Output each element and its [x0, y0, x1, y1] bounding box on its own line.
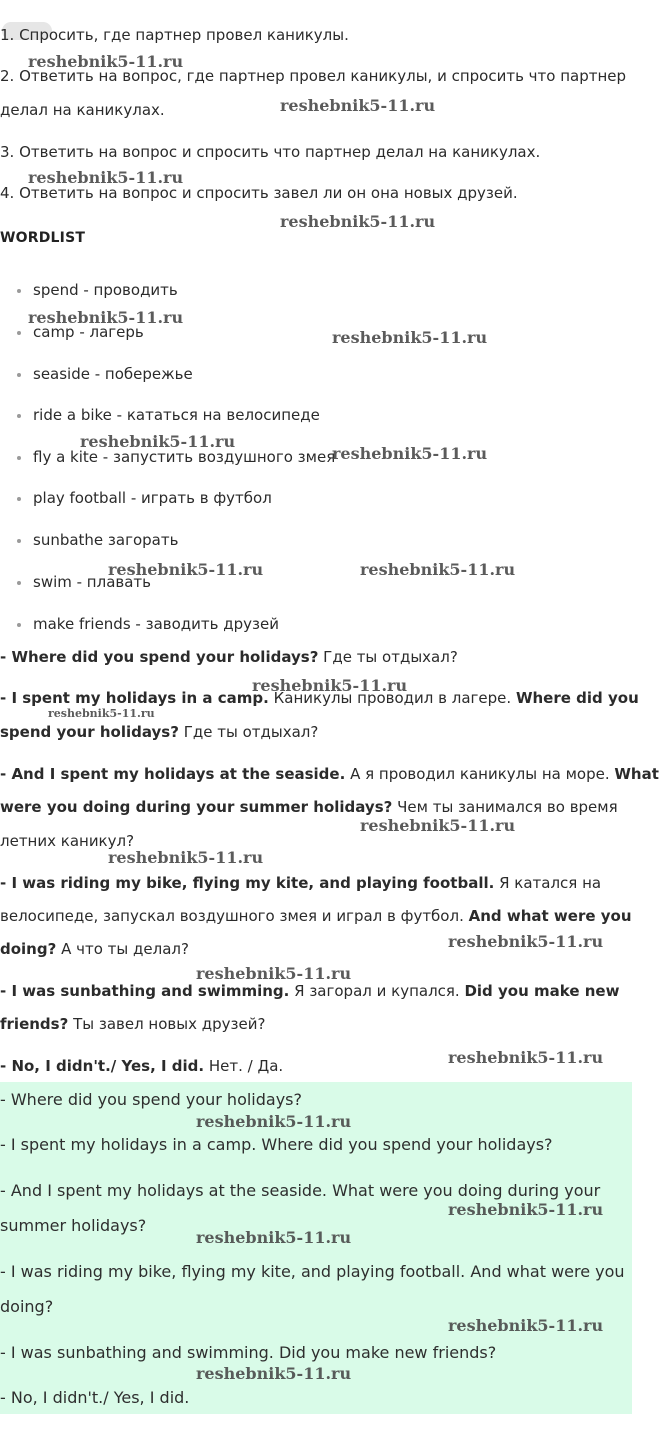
watermark: reshebnik5-11.ru [196, 1112, 352, 1131]
dialogue-ru: Каникулы проводил в лагере. [268, 689, 516, 707]
dialogue-en: doing? [0, 940, 57, 958]
dialogue-en: - I was riding my bike, flying my kite, and playing football. [0, 874, 495, 892]
dialogue-ru: летних каникул? [0, 832, 135, 850]
dialogue-ru: Где ты отдыхал? [178, 723, 319, 741]
dialogue-en: - Where did you spend your holidays? [0, 648, 319, 666]
list-item: make friends - заводить друзей [33, 615, 279, 633]
list-item: ride a bike - кататься на велосипеде [33, 406, 320, 424]
watermark: reshebnik5-11.ru [280, 96, 436, 115]
dialogue-en: And what were you [468, 907, 632, 925]
list-bullet [17, 331, 21, 335]
list-bullet [17, 623, 21, 627]
dialogue-en: - I spent my holidays in a camp. [0, 689, 269, 707]
dialogue-en: - I was sunbathing and swimming. [0, 982, 290, 1000]
dialogue-ru: Я катался на [494, 874, 602, 892]
dialogue-ru: Где ты отдыхал? [318, 648, 458, 666]
answer-line: - I was riding my bike, flying my kite, and playing football. And what were you [0, 1262, 625, 1281]
dialogue-ru: Я загорал и купался. [289, 982, 465, 1000]
wordlist-title: WORDLIST [0, 230, 86, 246]
list-item: spend - проводить [33, 281, 178, 299]
answer-line: - I was sunbathing and swimming. Did you make new friends? [0, 1343, 497, 1362]
dialogue-line [0, 647, 458, 667]
list-bullet [17, 581, 21, 585]
list-bullet [17, 414, 21, 418]
list-bullet [17, 289, 21, 293]
dialogue-ru: велосипеде, запускал воздушного змея и играл в футбол. [0, 907, 469, 925]
answer-line: - Where did you spend your holidays? [0, 1090, 303, 1109]
list-bullet [17, 456, 21, 460]
watermark: reshebnik5-11.ru [252, 676, 408, 695]
watermark: reshebnik5-11.ru [360, 816, 516, 835]
dialogue-en: What [614, 765, 659, 783]
task-line: 2. Ответить на вопрос, где партнер провел каникулы, и спросить что партнер [0, 67, 627, 85]
list-item: swim - плавать [33, 573, 152, 591]
list-bullet [17, 373, 21, 377]
dialogue-line [0, 981, 619, 1001]
watermark: reshebnik5-11.ru [448, 1048, 604, 1067]
dialogue-line [0, 722, 318, 742]
dialogue-ru: Нет. / Да. [204, 1057, 284, 1075]
dialogue-line [0, 906, 632, 926]
task-line: 3. Ответить на вопрос и спросить что партнер делал на каникулах. [0, 143, 541, 161]
watermark: reshebnik5-11.ru [448, 1316, 604, 1335]
watermark: reshebnik5-11.ru [196, 1228, 352, 1247]
task-line: 1. Спросить, где партнер провел каникулы. [0, 26, 349, 44]
dialogue-line [0, 939, 189, 959]
dialogue-line [0, 764, 659, 784]
dialogue-en: - No, I didn't./ Yes, I did. [0, 1057, 205, 1075]
list-item: sunbathe загорать [33, 531, 179, 549]
watermark: reshebnik5-11.ru [108, 848, 264, 867]
dialogue-ru: А я проводил каникулы на море. [345, 765, 615, 783]
answer-line: doing? [0, 1297, 54, 1316]
dialogue-en: friends? [0, 1015, 69, 1033]
watermark: reshebnik5-11.ru [280, 212, 436, 231]
answer-line: - And I spent my holidays at the seaside. What were you doing during your [0, 1181, 601, 1200]
watermark: reshebnik5-11.ru [108, 560, 264, 579]
watermark: reshebnik5-11.ru [196, 964, 352, 983]
dialogue-ru: А что ты делал? [56, 940, 189, 958]
list-bullet [17, 497, 21, 501]
dialogue-line [0, 1056, 283, 1076]
watermark: reshebnik5-11.ru [196, 1364, 352, 1383]
list-item: fly a kite - запустить воздушного змея [33, 448, 336, 466]
task-line: делал на каникулах. [0, 101, 165, 119]
list-item: play football - играть в футбол [33, 489, 272, 507]
dialogue-en: Did you make new [464, 982, 620, 1000]
dialogue-line [0, 797, 618, 817]
watermark: reshebnik5-11.ru [28, 168, 184, 187]
dialogue-line [0, 1014, 265, 1034]
dialogue-line [0, 873, 601, 893]
watermark: reshebnik5-11.ru [332, 444, 488, 463]
dialogue-en: were you doing during your summer holidays? [0, 798, 393, 816]
watermark: reshebnik5-11.ru [28, 308, 184, 327]
watermark: reshebnik5-11.ru [48, 707, 155, 720]
list-bullet [17, 539, 21, 543]
dialogue-en: Where did you [515, 689, 639, 707]
answer-line: - I spent my holidays in a camp. Where did you spend your holidays? [0, 1135, 553, 1154]
watermark: reshebnik5-11.ru [448, 1200, 604, 1219]
dialogue-ru: Чем ты занимался во время [392, 798, 618, 816]
watermark: reshebnik5-11.ru [360, 560, 516, 579]
watermark: reshebnik5-11.ru [80, 432, 236, 451]
watermark: reshebnik5-11.ru [332, 328, 488, 347]
answer-line: summer holidays? [0, 1216, 147, 1235]
dialogue-en: spend your holidays? [0, 723, 179, 741]
task-line: 4. Ответить на вопрос и спросить завел ли он она новых друзей. [0, 184, 518, 202]
watermark: reshebnik5-11.ru [28, 52, 184, 71]
list-item: seaside - побережье [33, 365, 193, 383]
dialogue-ru: Ты завел новых друзей? [68, 1015, 266, 1033]
list-item: camp - лагерь [33, 323, 144, 341]
answer-line: - No, I didn't./ Yes, I did. [0, 1388, 190, 1407]
dialogue-en: - And I spent my holidays at the seaside. [0, 765, 346, 783]
watermark: reshebnik5-11.ru [448, 932, 604, 951]
